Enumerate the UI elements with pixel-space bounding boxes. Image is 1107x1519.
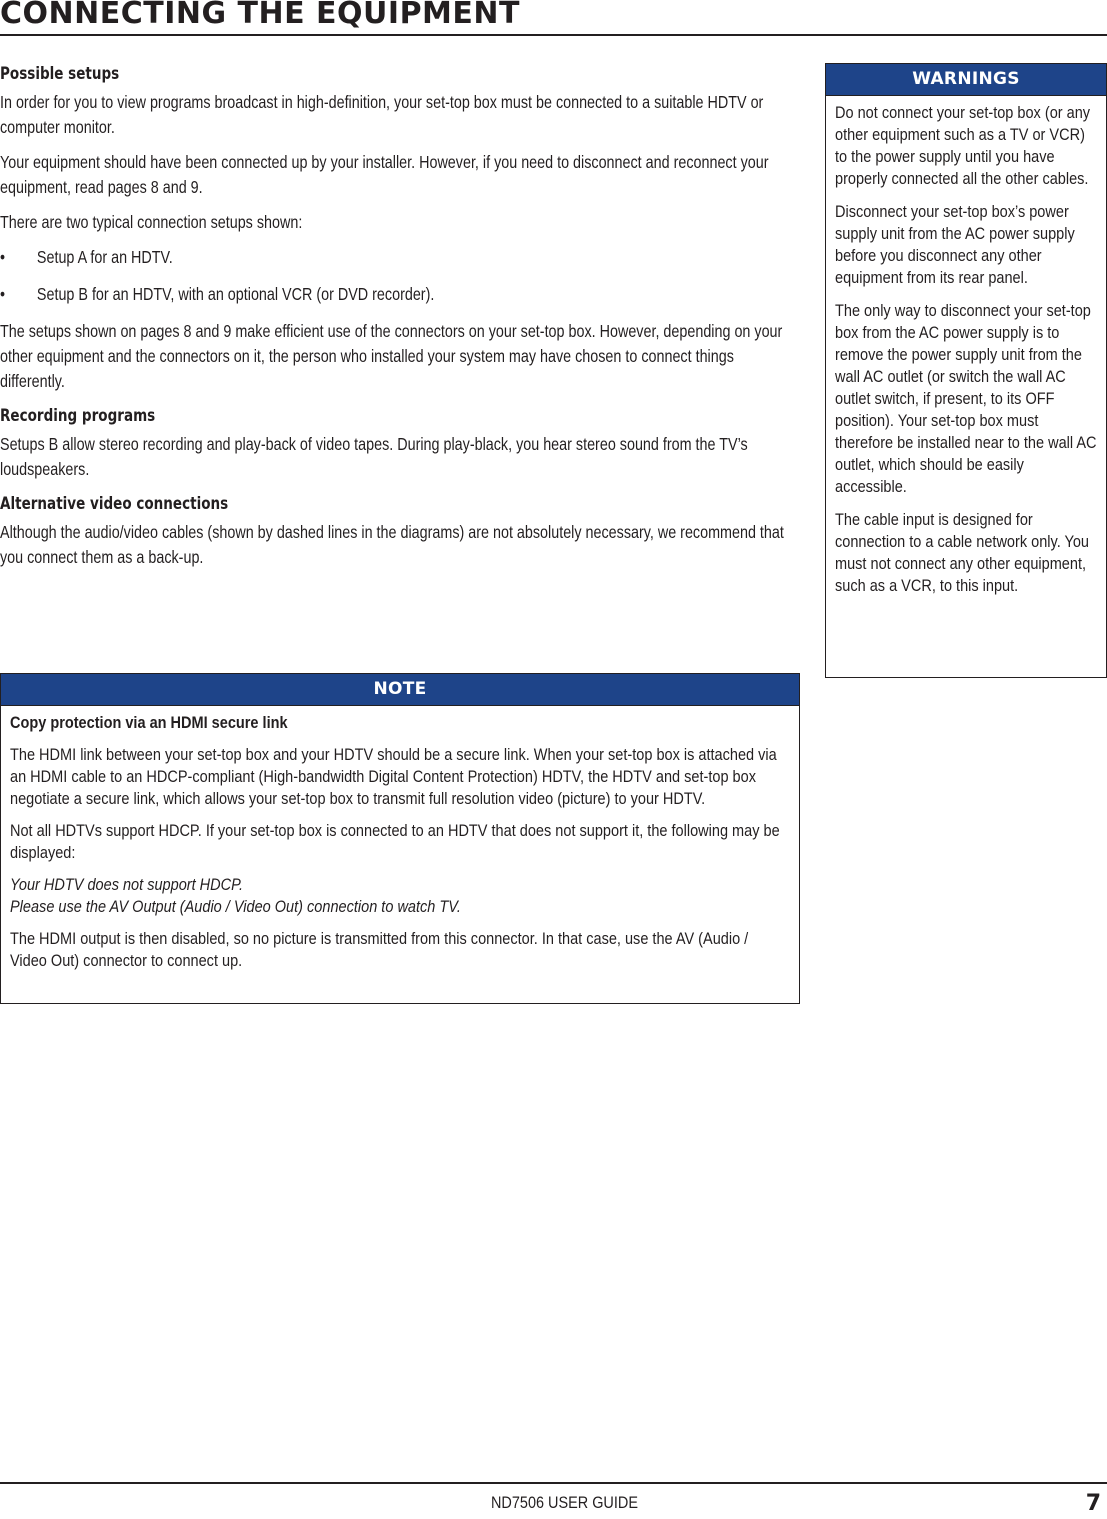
possible-setups-heading: Possible setups xyxy=(0,64,120,83)
footer-guide-name: ND7506 USER GUIDE xyxy=(491,1493,638,1512)
page-number: 7 xyxy=(1085,1491,1101,1516)
list-item xyxy=(0,282,795,307)
list-item-text: Setup A for an HDTV. xyxy=(36,247,173,267)
footer-rule xyxy=(0,1482,1107,1484)
note-title: NOTE xyxy=(1,674,799,706)
paragraph: Your equipment should have been connected up by your installer. However, if you need to disconnect and reconnect your equipment, read pages 8 and 9. xyxy=(0,152,769,197)
title-rule xyxy=(0,34,1107,36)
paragraph: The setups shown on pages 8 and 9 make efficient use of the connectors on your set-top box. However, depending on your other equipment and the connectors on it, the person who installed your system may have chosen to connect things differently. xyxy=(0,321,783,391)
note-box xyxy=(0,673,800,1004)
message-line: Your HDTV does not support HDCP. xyxy=(10,876,243,894)
warnings-title: WARNINGS xyxy=(826,64,1106,96)
main-column xyxy=(0,62,795,580)
message-line: Please use the AV Output (Audio / Video Out) connection to watch TV. xyxy=(10,898,461,916)
warnings-box xyxy=(825,63,1107,678)
note-paragraph: The HDMI output is then disabled, so no picture is transmitted from this connector. In that case, use the AV (Audio / Video Out) connector to connect up. xyxy=(10,930,749,970)
alt-video-heading: Alternative video connections xyxy=(0,494,229,513)
note-paragraph: Not all HDTVs support HDCP. If your set-top box is connected to an HDTV that does not support it, the following may be displayed: xyxy=(10,822,780,862)
paragraph: In order for you to view programs broadcast in high-definition, your set-top box must be connected to a suitable HDTV or computer monitor. xyxy=(0,92,764,137)
note-paragraph: The HDMI link between your set-top box and your HDTV should be a secure link. When your set-top box is attached via an HDMI cable to an HDCP-compliant (High-bandwidth Digital Content Protection) HDTV, the HDTV and set-top box negotiate a secure link, which allows your set-top box to transmit full resolution video (picture) to your HDTV. xyxy=(10,746,777,808)
setup-list xyxy=(0,245,795,307)
on-screen-message xyxy=(10,874,789,918)
warning-text: The cable input is designed for connection to a cable network only. You must not connect any other equipment, such as a VCR, to this input. xyxy=(835,511,1090,595)
bullet-icon: • xyxy=(0,247,6,267)
recording-heading: Recording programs xyxy=(0,406,156,425)
list-item-text: Setup B for an HDTV, with an optional VCR (or DVD recorder). xyxy=(36,284,435,304)
paragraph: There are two typical connection setups shown: xyxy=(0,212,303,232)
warning-text: Do not connect your set-top box (or any other equipment such as a TV or VCR) to the power supply until you have properly connected all the other cables. xyxy=(835,104,1091,188)
page-title: CONNECTING THE EQUIPMENT xyxy=(0,0,520,31)
list-item xyxy=(0,245,795,270)
warning-text: The only way to disconnect your set-top box from the AC power supply is to remove the power supply unit from the wall AC outlet (or switch the wall AC outlet switch, if present, to its OFF position). Your set-top box must therefore be installed near to the wall AC outlet, which should be easily accessible. xyxy=(835,302,1097,496)
bullet-icon: • xyxy=(0,284,6,304)
paragraph: Although the audio/video cables (shown by dashed lines in the diagrams) are not absolutely necessary, we recommend that you connect them as a back-up. xyxy=(0,522,784,567)
warning-text: Disconnect your set-top box’s power supply unit from the AC power supply before you disconnect any other equipment from its rear panel. xyxy=(835,203,1075,287)
paragraph: Setups B allow stereo recording and play-back of video tapes. During play-black, you hear stereo sound from the TV’s loudspeakers. xyxy=(0,434,748,479)
note-subtitle: Copy protection via an HDMI secure link xyxy=(10,714,288,732)
